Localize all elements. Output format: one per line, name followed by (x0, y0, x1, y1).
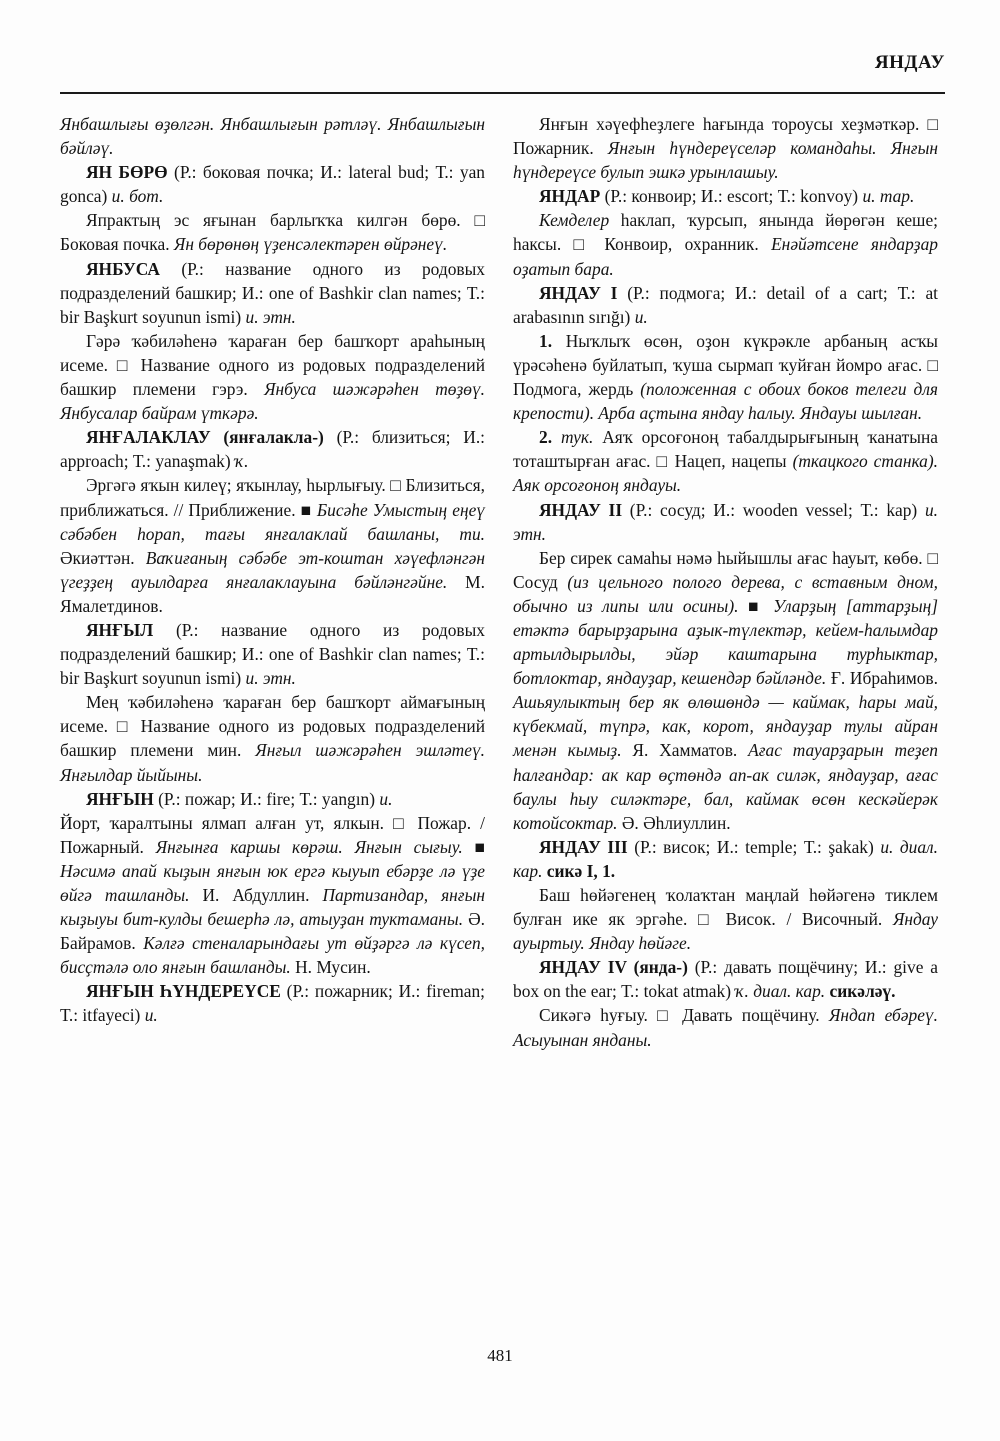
dictionary-entry-headword (513, 281, 938, 329)
italic-text: и. бот. (111, 186, 164, 207)
italic-text: Яндау ауыртыу. Яндау һөйәге. (513, 909, 938, 954)
headword-text: ЯНҒЫН (86, 788, 154, 809)
headword-text: ЯНДАУ IV (янда-) (539, 957, 688, 978)
roman-text: ■ (738, 595, 774, 616)
dictionary-definition (60, 473, 485, 618)
dictionary-definition (513, 112, 938, 184)
headword-text: ЯНДАУ I (539, 282, 618, 303)
dictionary-entry-headword (60, 257, 485, 329)
page-number: 481 (487, 1346, 513, 1365)
roman-text: Мең ҡәбиләһенә ҡараған бер башҡорт аймағының исеме. □ Название одного из родовых подразделений башкир племени мин. (60, 692, 485, 761)
roman-text: ■ (462, 836, 486, 857)
roman-text: И. Абдуллин. (189, 885, 323, 905)
dictionary-definition (60, 811, 485, 980)
roman-text: (Р.: сосуд; И.: wooden vessel; Т.: kap) (622, 499, 925, 520)
dictionary-definition (513, 208, 938, 280)
italic-text: Янғын һүндереүселәр командаһы. Янғын һүндереүсе булып эшкә урынлашыу. (513, 138, 938, 183)
dictionary-entry-headword (60, 979, 485, 1027)
dictionary-example (60, 112, 485, 160)
roman-text: Гәрә ҡәбиләһенә ҡараған бер башҡорт араһының исеме. □ Название одного из родовых подразделений башкир племени гэрэ. (60, 330, 485, 400)
italic-text: Нәсимә апай кыҙын янғын юк ергә кыуып ебәрҙе лә үҙе өйгә ташланды. (60, 860, 485, 905)
italic-text: и. тар. (862, 186, 915, 207)
dictionary-entry-headword (513, 498, 938, 546)
roman-text: Ныҡлыҡ өсөн, оҙон күкрәкле арбаның асҡы үрәсәһенә буйлатып, ҡуша сырмап ҡуйған йомро ағас. □ Подмога, жердь (513, 330, 938, 400)
roman-text: Сикәгә һуғыу. □ Давать пощёчину. (539, 1005, 829, 1026)
right-column (513, 112, 938, 1052)
roman-text: Баш һөйәгенең ҡолаҡтан маңлай һөйәгенә тиклем булған ике як эргәһе. □ Висок. / Височный. (513, 885, 938, 930)
dictionary-entry-headword (513, 184, 938, 208)
italic-text: и. этн. (245, 668, 296, 689)
italic-text: Ян бөрөнөң үҙенсәлектәрен өйрәнеү. (173, 234, 448, 255)
italic-text: и. этн. (245, 306, 296, 327)
roman-text: М. Ямалетдинов. (60, 571, 485, 616)
italic-text: Ағас тауарҙарын теҙеп һалғандар: ак кар өҫтөндә ап-ак силәк, яндауҙар, ағас баулы һыу силәктәре, бал, каймак өсөн кескәйерәк котойсоктар. (513, 740, 938, 833)
roman-text: Ә. Әһлиуллин. (617, 812, 731, 833)
headword-text: ЯНҒЫЛ (86, 619, 154, 640)
roman-text: (Р.: подмога; И.: detail of a cart; Т.: at arabasının sırığı) (513, 282, 938, 327)
roman-text: (Р.: давать пощёчину; И.: give a box on the ear; Т.: tokat atmak) (513, 957, 938, 1002)
dictionary-definition (60, 329, 485, 425)
dictionary-entry-headword (60, 425, 485, 473)
italic-text: Кемделер (539, 210, 610, 231)
roman-text: Әкиәттән. (60, 547, 146, 568)
roman-text: Йорт, ҡаралтыны ялмап алған ут, ялкын. □ Пожар. / Пожарный. (60, 812, 485, 857)
roman-text: Ә. Байрамов. (60, 909, 485, 954)
dictionary-entry-headword (60, 618, 485, 690)
roman-text: (Р.: конвоир; И.: escort; Т.: konvoy) (600, 186, 863, 207)
italic-text: (ткацкого станка). Аяк орсоғоноң яндауы. (513, 451, 938, 496)
header-rule-divider (60, 92, 945, 94)
italic-text: Кәлғә стеналарындағы ут өйҙәргә лә күсеп, бисҫтәлә оло янғын башланды. (60, 933, 485, 978)
left-column (60, 112, 485, 1052)
italic-text: и. (144, 1005, 158, 1026)
italic-text: и. (379, 788, 393, 809)
italic-text: Ашьяулыктың бер як өлөшөндә — каймак, һары май, күбекмай, түпрә, как, корот, яндауҙар тулы айран менән кымыҙ. (513, 692, 938, 761)
two-column-body (60, 112, 950, 1052)
italic-text: Янғынға каршы көрәш. Янғын сығыу. (155, 836, 463, 857)
roman-text: (Р.: пожар; И.: fire; Т.: yangın) (153, 788, 380, 809)
headword-text: ЯНБУСА (86, 258, 160, 279)
dictionary-entry-headword (60, 160, 485, 208)
italic-text: Янғыл шәжәрәһен эшләтеү. Янғылдар йыйыны. (60, 740, 486, 785)
roman-text: (Р.: пожарник; И.: fireman; Т.: itfayeci) (60, 981, 485, 1026)
roman-text: (Р.: название одного из родовых подразделений башкир; И.: one of Bashkir clan names; Т.: bir Başkurt soyunun ismi) (60, 258, 485, 327)
italic-text: Партизандар, янғын кыҙыуы бит-кулды бешерһә лә, атыуҙан туктаманы. (60, 885, 485, 930)
roman-text: (Р.: близиться; И.: approach; Т.: yanaşmak) (60, 427, 485, 472)
italic-text: тук. (552, 427, 594, 448)
roman-text: Н. Мусин. (290, 957, 371, 978)
headword-text: ЯНҒЫН ҺҮНДЕРЕҮСЕ (86, 981, 281, 1002)
roman-text: Я. Хамматов. (621, 740, 749, 761)
headword-text: ЯН БӨРӨ (86, 162, 168, 183)
roman-text: Ғ. Ибраһимов. (826, 668, 938, 689)
roman-text: Япрактың эс яғынан барлыҡҡа килгән бөрө. □ Боковая почка. (60, 210, 485, 255)
dictionary-definition (513, 1003, 938, 1051)
italic-text: Енәйәтсене яндарҙар оҙатып бара. (513, 234, 938, 279)
italic-text: Яндап ебәреү. Асыуынан янданы. (513, 1005, 938, 1050)
roman-text: Янғын хәүефһеҙлеге һағында тороусы хеҙмәткәр. □ Пожарник. (513, 114, 938, 159)
running-head: ЯНДАУ (874, 52, 945, 73)
italic-text: (из цельного полого дерева, с вставным дном, обычно из липы или осины). (513, 571, 938, 616)
dictionary-definition (513, 883, 938, 955)
roman-text: (Р.: висок; И.: temple; Т.: şakak) (627, 836, 881, 857)
italic-text: (положенная с обоих боков телеги для крепости). Арба аҫтына яндау һалыу. Яндауы шылған. (513, 379, 938, 424)
italic-text: Ваҡиғаның сәбәбе эт-коштан хәүефләнгән үгеҙҙең ауылдарға янғалаклауына бәйләнгәйне. (60, 547, 485, 592)
headword-text: ЯНДАУ III (539, 836, 628, 857)
italic-text: ҡ. (235, 451, 249, 472)
headword-text: сикәләү. (825, 981, 896, 1002)
italic-text: и. диал. кар. (513, 836, 938, 881)
dictionary-definition (513, 546, 938, 835)
dictionary-entry-headword (513, 835, 938, 883)
italic-text: и. этн. (513, 499, 938, 544)
roman-text: (Р.: название одного из родовых подразделений башкир; И.: one of Bashkir clan names; Т.: bir Başkurt soyunun ismi) (60, 619, 485, 689)
italic-text: Уларҙың [аттарҙың] етәктә барырҙарына аҙык-түлектәр, кейем-һалымдар артылдырылды, эйәр каштарына турһыктар, ботлоктар, яндауҙар, кешендәр бәйләнде. (513, 595, 939, 689)
roman-text: (Р.: боковая почка; И.: lateral bud; Т.: yan gonca) (60, 162, 486, 207)
headword-text: 1. (539, 330, 553, 351)
roman-text: Эргәгә яҡын килеү; яҡынлау, һырлығыу. □ Близиться, приближаться. // Приближение. ■ (60, 475, 485, 520)
dictionary-entry-headword (513, 955, 938, 1003)
roman-text: Аяҡ орсоғоноң табалдырығының ҡанатына тоташтырған ағас. □ Нацеп, нацепы (513, 427, 938, 472)
headword-text: ЯНҒАЛАКЛАУ (янғалакла-) (86, 427, 324, 448)
italic-text: ҡ. диал. кар. (735, 981, 826, 1002)
headword-text: 2. (539, 427, 553, 448)
italic-text: Янбашлығы өҙөлгән. Янбашлығын рәтләү. Янбашлығын бәйләү. (60, 114, 485, 159)
dictionary-sense (513, 425, 938, 497)
headword-text: ЯНДАУ II (539, 499, 623, 520)
headword-text: ЯНДАР (539, 186, 601, 207)
dictionary-definition (60, 208, 485, 256)
italic-text: и. (634, 306, 648, 327)
italic-text: Янбуса шәжәрәһен төҙөү. Янбусалар байрам үткәрә. (60, 379, 486, 424)
dictionary-sense (513, 329, 938, 425)
roman-text: Бер сирек самаһы нәмә һыйышлы ағас һауыт, көбө. □ Сосуд (513, 547, 938, 592)
roman-text: һаклап, ҡурсып, янында йөрөгән кеше; һаксы. □ Конвоир, охранник. (513, 210, 938, 255)
headword-text: сикә I, 1. (542, 860, 616, 881)
italic-text: Бисәһе Умыстың еңеү сәбәбен һорап, тағы янғалаклай башланы, ти. (60, 499, 486, 544)
dictionary-entry-headword (60, 787, 485, 811)
dictionary-definition (60, 690, 485, 786)
